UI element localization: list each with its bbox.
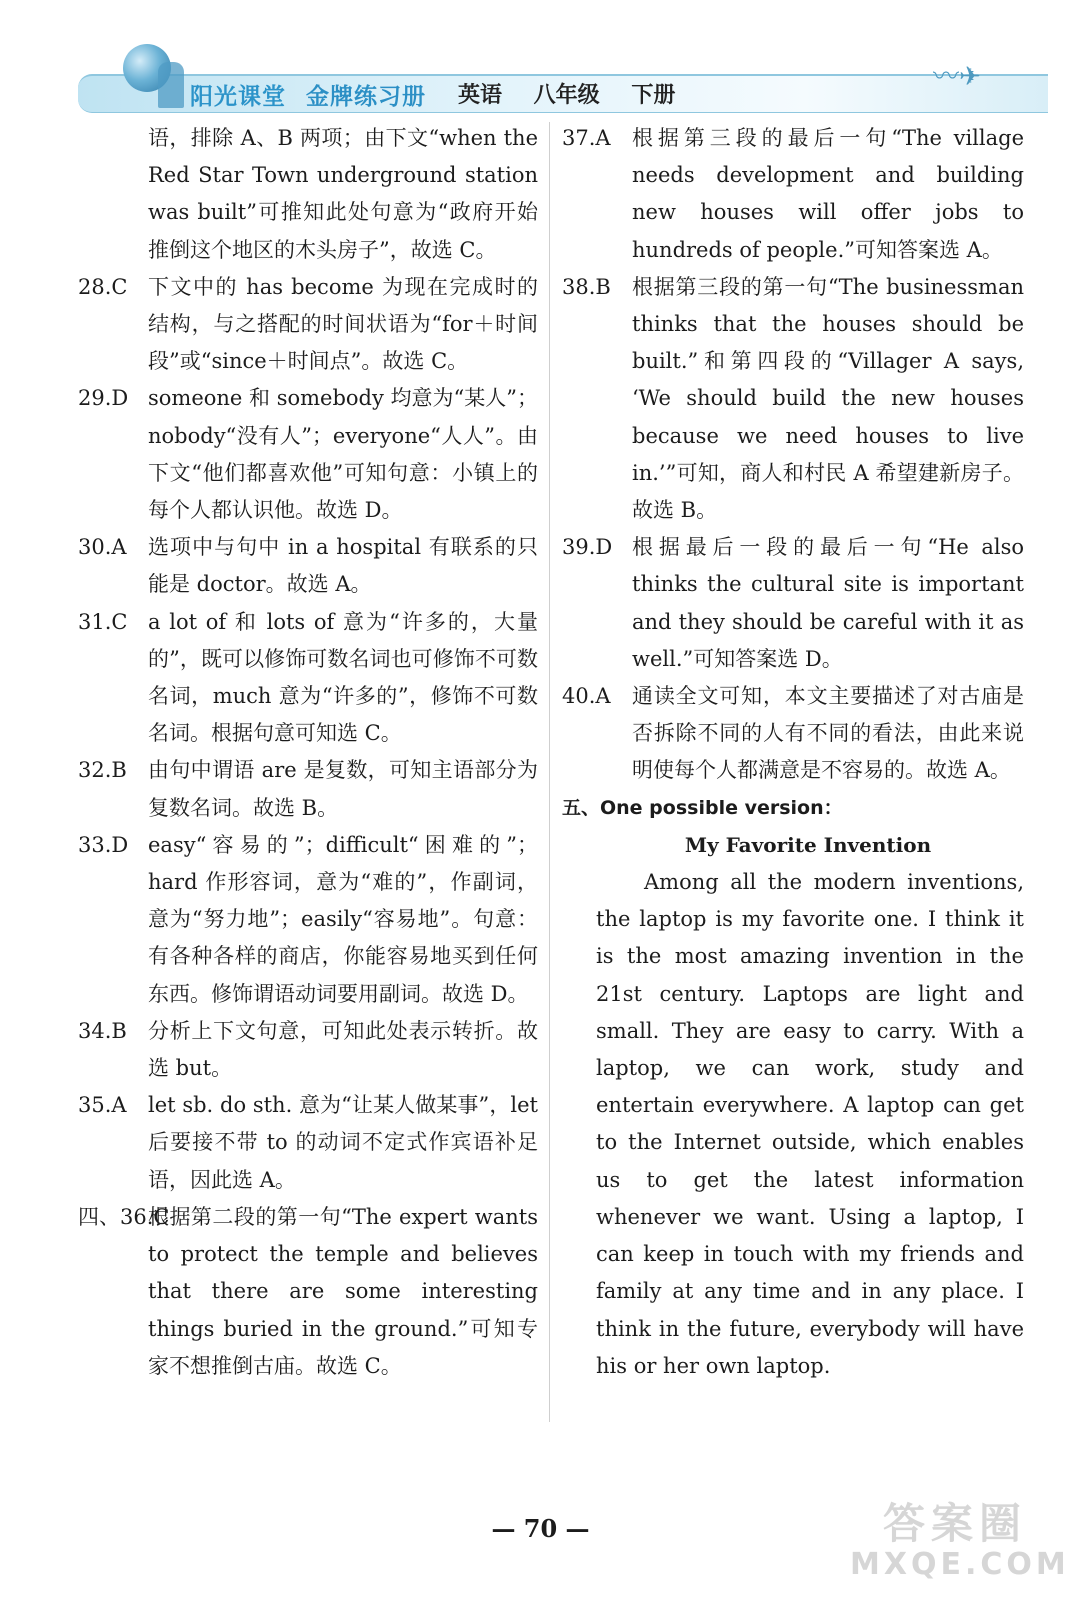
answer-item xyxy=(78,1013,538,1087)
essay-paragraph: Among all the modern inventions, the laptop is my favorite one. I think it is the most amazing invention in the 21st century. Laptops are light and small. They are easy to carry. With a laptop, we can work, study and entertain everywhere. A laptop can get to the Internet outside, which enables us to get the latest information whenever we want. Using a laptop, I can keep in touch with my friends and family at any time and in any place. I think in the future, everybody will have his or her own laptop. xyxy=(596,870,1024,1378)
answer-item xyxy=(562,678,1024,790)
answer-explanation: let sb. do sth. 意为“让某人做某事”，let 后要接不带 to 的动词不定式作宾语补足语，因此选 A。 xyxy=(148,1093,538,1192)
figure-icon xyxy=(158,62,184,108)
answer-explanation: 选项中与句中 in a hospital 有联系的只能是 doctor。故选 A。 xyxy=(148,535,538,597)
answer-number: 32.B xyxy=(78,758,127,783)
watermark-logo xyxy=(850,1499,1070,1590)
answer-explanation: 根据第二段的第一句“The expert wants to protect the temple and believes that there are some interesting things buried in the ground.”可知专家不想推倒古庙。故选 C。 xyxy=(148,1204,538,1378)
answer-number: 38.B xyxy=(562,274,611,299)
answer-item xyxy=(78,1087,538,1199)
answer-explanation: easy“容易的”；difficult“困难的”；hard 作形容词，意为“难的”，作副词，意为“努力地”；easily“容易地”。句意：有各种各样的商店，你能容易地买到任何东西。修饰谓语动词要用副词。故选 D。 xyxy=(148,832,538,1006)
column-divider xyxy=(549,122,550,1422)
answer-explanation: 根据第三段的最后一句“The village needs development and building new houses will offer jobs to hundreds of people.”可知答案选 A。 xyxy=(632,126,1024,262)
answer-explanation: 通读全文可知，本文主要描述了对古庙是否拆除不同的人有不同的看法，由此来说明使每个人都满意是不容易的。故选 A。 xyxy=(632,684,1024,783)
watermark-text: 答案圈 xyxy=(882,1499,1027,1548)
answer-number: 37.A xyxy=(562,126,611,150)
page-number: — 70 — xyxy=(491,1514,590,1543)
section-four-item xyxy=(78,1199,538,1385)
essay-section-label: 五、One possible version： xyxy=(562,796,843,819)
series-title xyxy=(190,78,426,111)
essay-title: My Favorite Invention xyxy=(684,832,932,857)
answer-number: 34.B xyxy=(78,1018,127,1043)
book-meta: 英语 八年级 下册 xyxy=(458,83,676,108)
answer-number: 30.A xyxy=(78,535,127,560)
answer-explanation: 由句中谓语 are 是复数，可知主语部分为复数名词。故选 B。 xyxy=(148,758,538,820)
series-subtitle: 金牌练习册 xyxy=(306,84,426,110)
right-column xyxy=(562,120,1024,1385)
answer-explanation: someone 和 somebody 均意为“某人”；nobody“没有人”；everyone“人人”。由下文“他们都喜欢他”可知句意：小镇上的每个人都认识他。故选 D。 xyxy=(148,386,539,523)
answer-item xyxy=(78,604,538,753)
answer-number: 四、36.C xyxy=(78,1204,170,1229)
answer-item xyxy=(78,269,538,381)
answer-item xyxy=(562,529,1024,678)
answer-item xyxy=(78,380,538,529)
answer-explanation: a lot of 和 lots of 意为“许多的，大量的”，既可以修饰可数名词也可修饰不可数名词，much 意为“许多的”，修饰不可数名词。根据句意可知选 C。 xyxy=(148,609,538,746)
answer-explanation: 下文中的 has become 为现在完成时的结构，与之搭配的时间状语为“for＋时间段”或“since＋时间点”。故选 C。 xyxy=(148,274,538,374)
essay-body xyxy=(562,864,1024,1385)
answer-number: 29.D xyxy=(78,386,129,411)
answer-item xyxy=(78,529,538,603)
series-name: 阳光课堂 xyxy=(190,84,286,110)
answer-explanation: 根据最后一段的最后一句“He also thinks the cultural site is important and they should be careful with it as well.”可知答案选 D。 xyxy=(632,535,1024,671)
page-header xyxy=(78,44,1048,114)
answer-number: 31.C xyxy=(78,609,128,634)
answer-number: 40.A xyxy=(562,684,611,709)
answer-explanation: 根据第三段的第一句“The businessman thinks that the houses should be built.”和第四段的“Villager A says, ‘We should build the new houses because we need houses to live in.’”可知，商人和村民 A 希望建新房子。故选 B。 xyxy=(632,274,1024,523)
answer-number: 33.D xyxy=(78,832,129,857)
answer-item xyxy=(562,120,1024,269)
left-column xyxy=(78,120,538,1385)
answer-item xyxy=(78,827,538,1013)
birds-icon: 〰✈ xyxy=(933,62,981,92)
answer-item xyxy=(562,269,1024,529)
answer-number: 35.A xyxy=(78,1093,127,1118)
answer-number: 28.C xyxy=(78,274,128,299)
answer-item xyxy=(78,752,538,826)
continued-answer: 语，排除 A、B 两项；由下文“when the Red Star Town underground station was built”可推知此处句意为“政府开始推倒这个地区的木头房子”，故选 C。 xyxy=(148,126,538,262)
answer-explanation: 分析上下文句意，可知此处表示转折。故选 but。 xyxy=(148,1018,538,1081)
watermark-url: MXQE.COM xyxy=(850,1547,1070,1582)
answer-number: 39.D xyxy=(562,535,613,560)
